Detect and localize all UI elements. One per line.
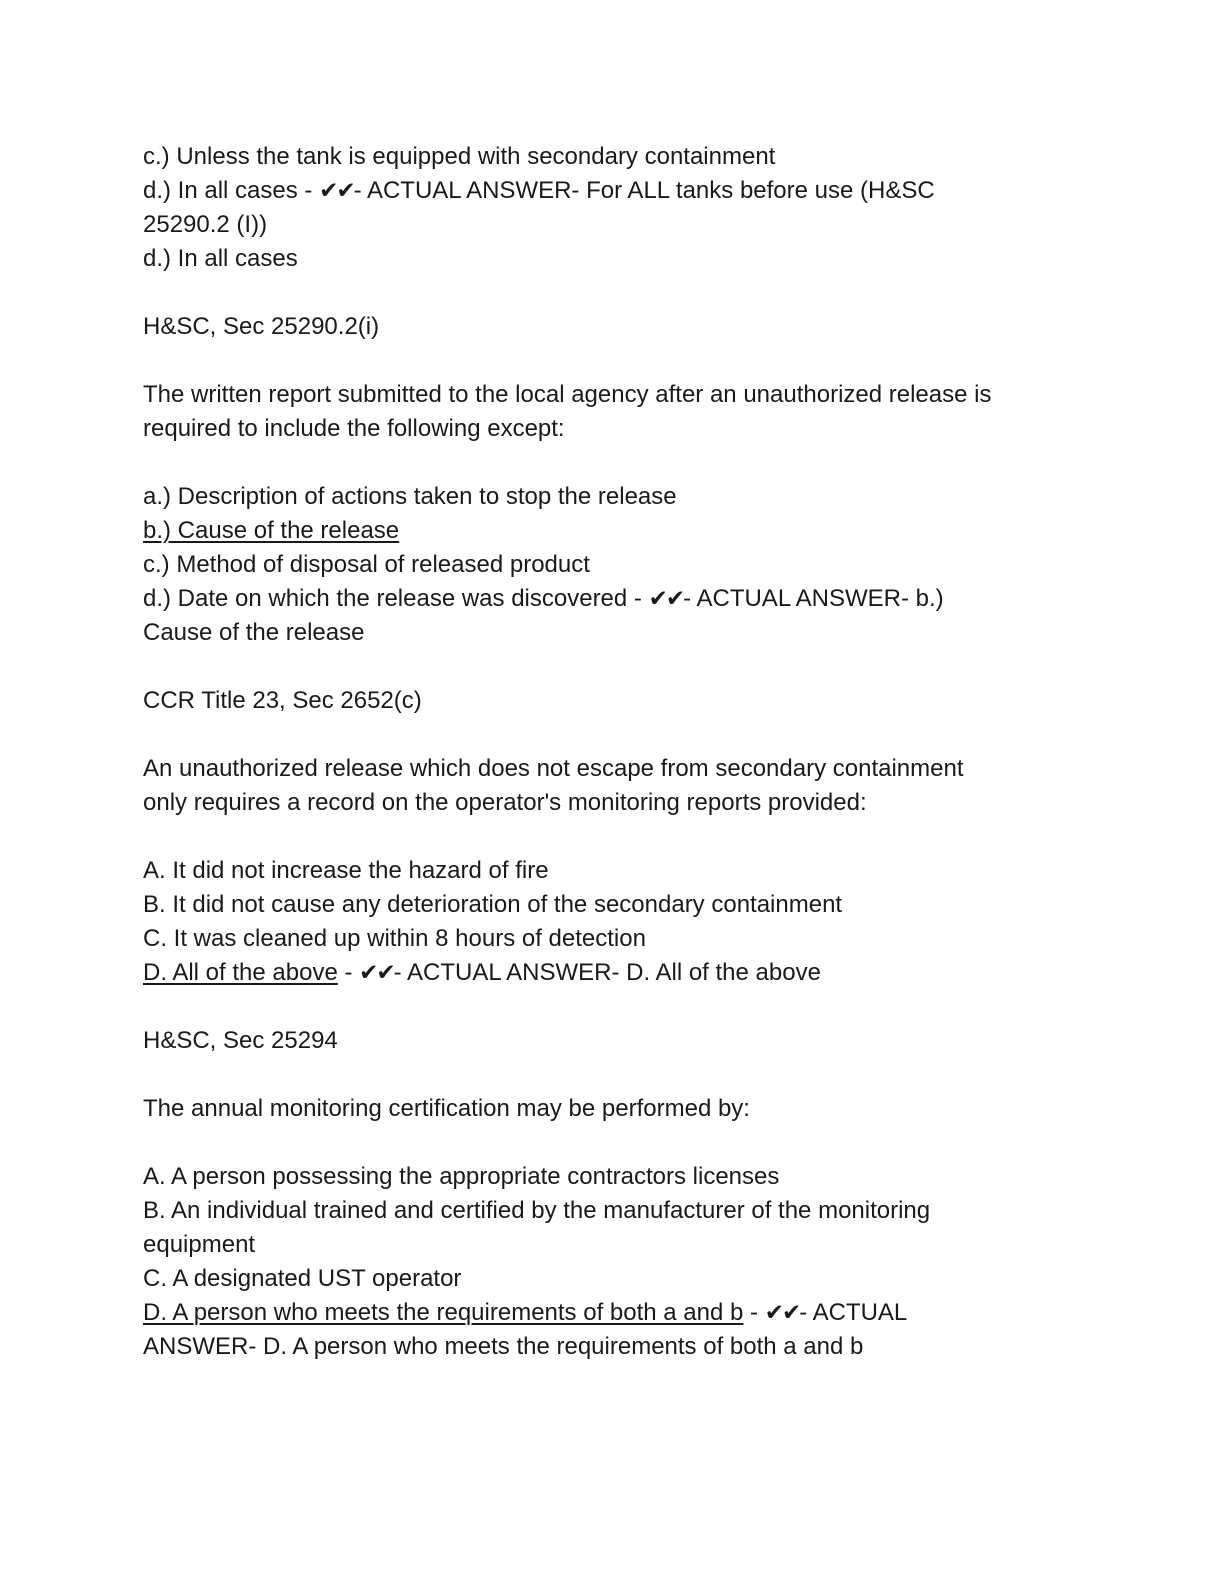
question-annual-certification [143, 1092, 1083, 1126]
option-b: B. It did not cause any deterioration of the secondary containment [143, 891, 843, 918]
underlined-correct-option: D. A person who meets the requirements of both a and b [143, 1299, 744, 1326]
underlined-correct-option: D. All of the above [143, 959, 338, 986]
answer-options-tank-testing [143, 140, 1083, 276]
question-line: An unauthorized release which does not escape from secondary containment [143, 755, 964, 782]
option-c: c.) Method of disposal of released product [143, 551, 590, 578]
question-written-report [143, 378, 1083, 446]
answer-continuation: Cause of the release [143, 619, 365, 646]
citation-text: H&SC, Sec 25294 [143, 1027, 338, 1054]
reference-citation [143, 1024, 1083, 1058]
actual-answer-text: - ACTUAL ANSWER- b.) [683, 585, 944, 612]
option-b-continuation: equipment [143, 1231, 256, 1258]
option-a: A. A person possessing the appropriate contractors licenses [143, 1163, 780, 1190]
actual-answer-text: - ACTUAL ANSWER- D. All of the above [393, 959, 821, 986]
option-a: A. It did not increase the hazard of fire [143, 857, 549, 884]
answer-options-secondary-containment [143, 854, 1083, 990]
reference-citation [143, 684, 1083, 718]
underlined-correct-option: b.) Cause of the release [143, 517, 400, 544]
option-d-with-answer [143, 1296, 1083, 1330]
line-text: - [743, 1299, 765, 1326]
citation-text: H&SC, Sec 25290.2(i) [143, 313, 380, 340]
question-line: only requires a record on the operator's monitoring reports provided: [143, 789, 867, 816]
double-check-icon: ✔✔ [319, 178, 354, 204]
option-a: a.) Description of actions taken to stop the release [143, 483, 677, 510]
answer-continuation: 25290.2 (I)) [143, 211, 268, 238]
double-check-icon: ✔✔ [359, 960, 394, 986]
option-c: c.) Unless the tank is equipped with secondary containment [143, 143, 776, 170]
question-secondary-containment [143, 752, 1083, 820]
answer-continuation: ANSWER- D. A person who meets the requirements of both a and b [143, 1333, 864, 1360]
answer-options-written-report [143, 480, 1083, 650]
option-c: C. A designated UST operator [143, 1265, 462, 1292]
line-text: d.) In all cases - [143, 177, 320, 204]
correct-answer: d.) In all cases [143, 245, 298, 272]
line-text: d.) Date on which the release was discovered - [143, 585, 649, 612]
option-b-underlined [143, 514, 1083, 548]
option-d-with-answer [143, 956, 1083, 990]
option-c: C. It was cleaned up within 8 hours of detection [143, 925, 646, 952]
option-b: B. An individual trained and certified by the manufacturer of the monitoring [143, 1197, 931, 1224]
citation-text: CCR Title 23, Sec 2652(c) [143, 687, 422, 714]
question-line: The written report submitted to the local agency after an unauthorized release is [143, 381, 992, 408]
option-d-with-answer [143, 174, 1083, 208]
document-page [143, 140, 1083, 1364]
actual-answer-text: - ACTUAL ANSWER- For ALL tanks before use (H&SC [353, 177, 935, 204]
answer-options-annual-certification [143, 1160, 1083, 1364]
reference-citation [143, 310, 1083, 344]
question-line: The annual monitoring certification may be performed by: [143, 1095, 750, 1122]
option-d-with-answer [143, 582, 1083, 616]
question-line: required to include the following except: [143, 415, 565, 442]
double-check-icon: ✔✔ [648, 586, 684, 612]
line-text: - [337, 959, 360, 986]
actual-answer-text: - ACTUAL [799, 1299, 908, 1326]
double-check-icon: ✔✔ [764, 1300, 800, 1326]
